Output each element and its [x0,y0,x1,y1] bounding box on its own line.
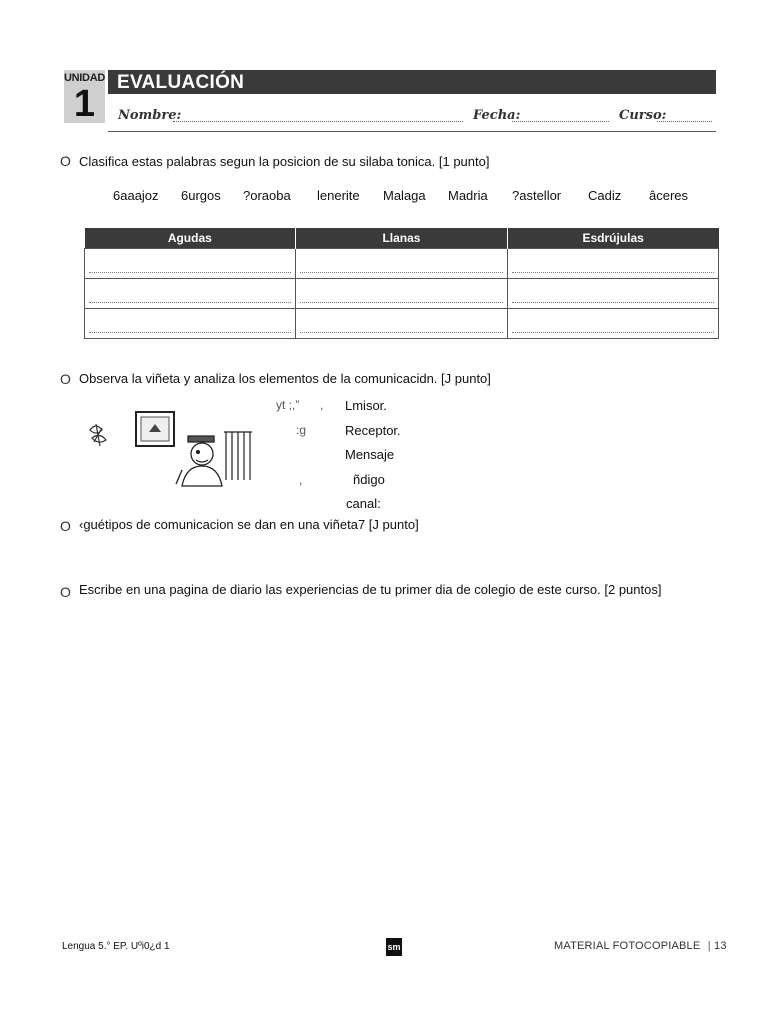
answer-cell[interactable] [85,309,296,339]
word-item: Malaga [383,188,426,203]
classification-table [84,228,719,339]
word-item: Cadiz [588,188,622,203]
answer-cell[interactable] [507,279,718,309]
unit-number: 1 [73,83,96,125]
q3-text: ‹guétipos de comunicacion se dan en una viñeta7 [J punto] [79,517,419,532]
word-item: ?oraoba [243,188,291,203]
footer-copyright [554,940,727,952]
page-number: 13 [714,940,727,952]
column-header-esdrujulas: Esdrújulas [507,228,718,249]
table-row [85,279,719,309]
answer-cell[interactable] [85,279,296,309]
name-label: Nombre: [118,108,182,123]
page-title: EVALUACIÓN [117,72,245,93]
table-row [85,249,719,279]
course-field-line[interactable] [657,121,712,122]
answer-cell[interactable] [296,249,508,279]
unit-label: UNIDAD [64,72,105,84]
column-header-agudas: Agudas [85,228,296,249]
scan-artifact: yt ;,” [276,398,300,412]
q2-bullet: O [60,371,71,387]
q4-text: Escribe en una pagina de diario las experiencias de tu primer dia de colegio de este curso. [2 puntos] [79,582,662,597]
q4-bullet: O [60,584,71,600]
element-emisor: Lmisor. [345,398,387,413]
word-item: 6aaajoz [113,188,159,203]
word-item: Madria [448,188,488,203]
word-item: lenerite [317,188,360,203]
table-row [85,309,719,339]
word-item: âceres [649,188,689,203]
q3-bullet: O [60,518,71,534]
scan-artifact: , [299,473,303,487]
comic-strip-image [86,410,254,488]
publisher-logo: sm [386,938,402,956]
footer-subject: Lengua 5.° EP. Uºi0¿d 1 [62,941,170,952]
answer-cell[interactable] [507,249,718,279]
answer-cell[interactable] [507,309,718,339]
footer-material-label: MATERIAL FOTOCOPIABLE [554,940,701,952]
answer-cell[interactable] [296,279,508,309]
scan-artifact: , [320,398,324,412]
column-header-llanas: Llanas [296,228,508,249]
page-divider: | [707,940,711,952]
element-canal: canal: [346,496,381,511]
scan-artifact: :g [296,423,307,437]
q2-text: Observa la viñeta y analiza los elementos de la comunicacidn. [J punto] [79,371,491,386]
name-field-line[interactable] [173,121,463,122]
word-item: ?astellor [512,188,562,203]
element-receptor: Receptor. [345,423,401,438]
element-mensaje: Mensaje [345,447,395,462]
q1-bullet: O [60,153,71,169]
q1-text: Clasifica estas palabras segun la posicion de su silaba tonica. [1 punto] [79,154,490,169]
word-item: 6urgos [181,188,221,203]
element-codigo: ñdigo [353,472,385,487]
answer-cell[interactable] [85,249,296,279]
date-label: Fecha: [473,108,521,123]
header-rule [108,131,716,132]
course-label: Curso: [619,108,667,123]
date-field-line[interactable] [512,121,609,122]
answer-cell[interactable] [296,309,508,339]
